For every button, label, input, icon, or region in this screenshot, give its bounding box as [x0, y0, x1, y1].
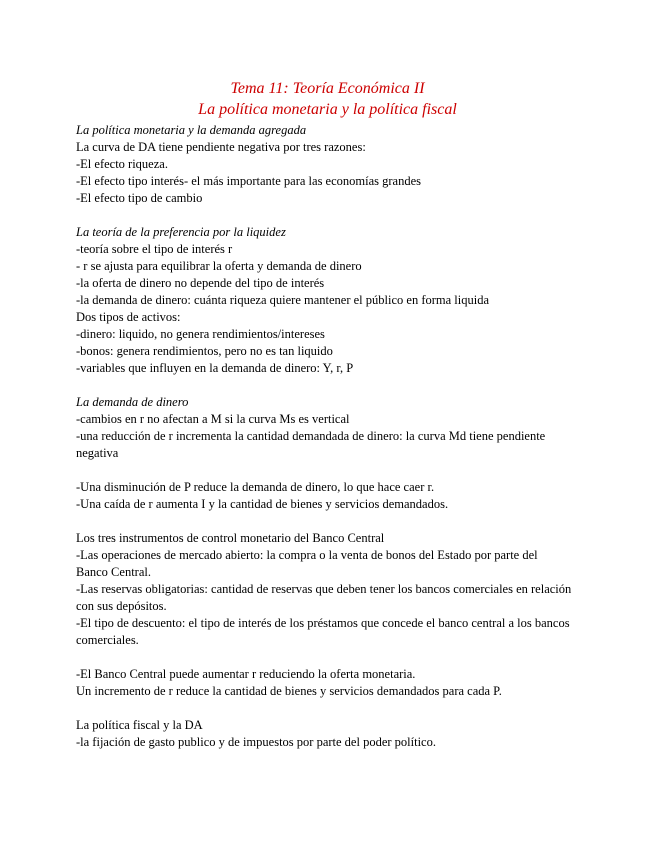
text-line: -bonos: genera rendimientos, pero no es tan liquido [76, 344, 333, 358]
text-paragraph: -una reducción de r incrementa la cantidad demandada de dinero: la curva Md tiene pendiente negativa [76, 429, 546, 460]
text-line: -El efecto tipo de cambio [76, 191, 203, 205]
page-title: Tema 11: Teoría Económica II [230, 80, 425, 97]
text-paragraph: -Las operaciones de mercado abierto: la compra o la venta de bonos del Estado por parte del Banco Central. [76, 548, 538, 579]
text-line: -dinero: liquido, no genera rendimientos/intereses [76, 327, 325, 341]
text-line: -Una disminución de P reduce la demanda de dinero, lo que hace caer r. [76, 480, 435, 494]
title-block [0, 78, 655, 120]
spacer [76, 207, 572, 224]
page-subtitle: La política monetaria y la política fiscal [198, 101, 457, 118]
text-paragraph: -Las reservas obligatorias: cantidad de reservas que deben tener los bancos comerciales en relación con sus depósitos. [76, 582, 572, 613]
section-heading: La teoría de la preferencia por la liquidez [76, 225, 286, 239]
text-line: Dos tipos de activos: [76, 310, 181, 324]
text-line: -El efecto riqueza. [76, 157, 168, 171]
text-line: -la oferta de dinero no depende del tipo de interés [76, 276, 325, 290]
spacer [76, 462, 572, 479]
text-line: -variables que influyen en la demanda de dinero: Y, r, P [76, 361, 354, 375]
spacer [76, 649, 572, 666]
text-line: -El Banco Central puede aumentar r reduciendo la oferta monetaria. [76, 667, 416, 681]
text-line: -Una caída de r aumenta I y la cantidad de bienes y servicios demandados. [76, 497, 449, 511]
text-line: -cambios en r no afectan a M si la curva Ms es vertical [76, 412, 350, 426]
text-line: -El efecto tipo interés- el más importante para las economías grandes [76, 174, 422, 188]
text-line: Un incremento de r reduce la cantidad de bienes y servicios demandados para cada P. [76, 684, 502, 698]
text-line: - r se ajusta para equilibrar la oferta y demanda de dinero [76, 259, 362, 273]
text-line: La curva de DA tiene pendiente negativa por tres razones: [76, 140, 366, 154]
text-line: -la demanda de dinero: cuánta riqueza quiere mantener el público en forma liquida [76, 293, 490, 307]
text-line: -la fijación de gasto publico y de impuestos por parte del poder político. [76, 735, 436, 749]
text-paragraph: -El tipo de descuento: el tipo de interés de los préstamos que concede el banco central a los bancos comerciales. [76, 616, 570, 647]
section-heading: La política fiscal y la DA [76, 718, 203, 732]
section-heading: Los tres instrumentos de control monetario del Banco Central [76, 531, 385, 545]
spacer [76, 700, 572, 717]
spacer [76, 513, 572, 530]
document-body [76, 122, 572, 751]
section-heading: La política monetaria y la demanda agregada [76, 123, 307, 137]
text-line: -teoría sobre el tipo de interés r [76, 242, 233, 256]
spacer [76, 377, 572, 394]
section-heading: La demanda de dinero [76, 395, 189, 409]
